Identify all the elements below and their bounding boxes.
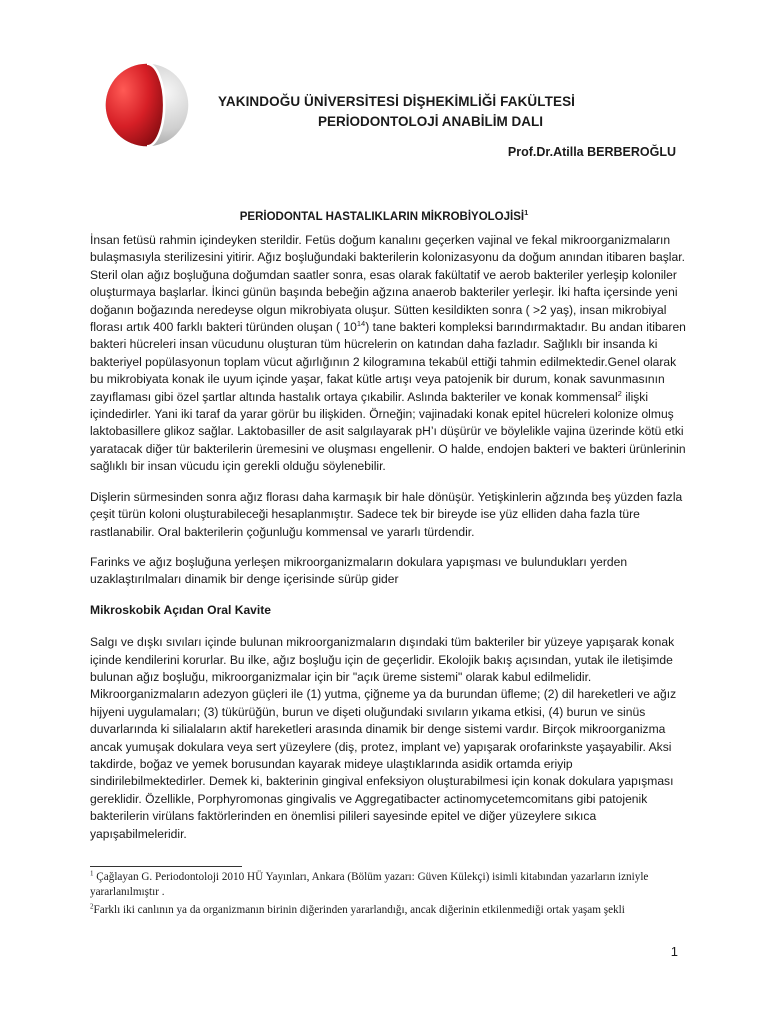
footnote-mark: 1 <box>90 869 94 878</box>
document-title-text: PERİODONTAL HASTALIKLARIN MİKROBİYOLOJİSİ <box>239 210 525 223</box>
paragraph-intro-part-b: ) tane bakteri kompleksi barındırmaktadır. Bu andan itibaren bakteri hücreleri insan vücudunu oluşturan tüm hücrelerin on katından daha fazladır. Sağlıklı bir insanda ki bakteriyel popülasyonun toplam vücut ağırlığının 2 kilogramına tekabül ettiği tahmin edilmektedir.Genel olarak bu mikrobiyata konak ile uyum içinde yaşar, fakat kütle artışı veya patojenik bir durum, konak savunmasının zayıflaması gibi özel şartlar altında hastalık ortaya çıkabilir. Aslında bakteriler ve konak kommensal <box>90 320 686 404</box>
footnote-2 <box>90 903 690 918</box>
page-number: 1 <box>670 944 678 959</box>
paragraph-oral-cavity: Salgı ve dışkı sıvıları içinde bulunan mikroorganizmaların dışındaki tüm bakteriler bir yüzeye yapışarak konak içinde kendilerini korurlar. Bu ilke, ağız boşluğu için de geçerlidir. Ekolojik bakış açısından, yutak ile iletişimde bulunan ağız boşluğu, mikroorganizmalar için bir "açık üreme sistemi" olarak kabul edilmelidir. Mikroorganizmaların adezyon güçleri ile (1) yutma, çiğneme ya da burundan üfleme; (2) dil hareketleri ve ağız hijyeni uygulamaları; (3) tükürüğün, burun ve dişeti oluğundaki sıvıların yıkama etkisi, (4) burun ve sinüs duvarlarında ki silialaların aktif hareketleri arasında dinamik bir denge sistemi vardır. Birçok mikroorganizma ancak yumuşak dokulara veya sert yüzeylere (diş, protez, implant ve) yapışarak orofarinkste yaşayabilir. Aksi takdirde, boğaz ve yemek borusundan kayarak mideye ulaştıklarında asidik ortamda eriyip sindirilebilmektedirler. Demek ki, bakterinin gingival enfeksiyon oluşturabilmesi için konak dokulara yapışması gereklidir. Özellikle, Porphyromonas gingivalis ve Aggregatibacter actinomycetemcomitans gibi patojenik bakterilerin virülans faktörlerinden en önemlisi pilileri sayesinde epitel ve diğer yüzeylere sıkıca yapışabilmeleridir. <box>90 635 677 841</box>
footnote-1 <box>90 870 690 901</box>
title-footnote-ref: 1 <box>524 208 529 217</box>
footnotes <box>90 870 690 920</box>
footnote-mark: 2 <box>90 901 94 910</box>
document-title <box>0 208 768 223</box>
paragraph-teeth: Dişlerin sürmesinden sonra ağız florası daha karmaşık bir hale dönüşür. Yetişkinlerin ağzında beş yüzden fazla çeşit türün koloni oluşturabileceği hesaplanmıştır. Sadece tek bir bireyde ise yüz elliden daha fazla türe rastlanabilir. Oral bakterilerin çoğunluğu kommensal ve yararlı türdendir. <box>90 489 683 539</box>
author-name: Prof.Dr.Atilla BERBEROĞLU <box>507 145 676 159</box>
paragraph-intro-part-c: ilişki içindedirler. Yani iki taraf da yarar görür bu ilişkiden. Örneğin; vajinadaki konak epitel hücreleri kolonize olmuş laktobasillere glikoz sağlar. Laktobasiller de asit salgılayarak pH’ı düşürür ve böylelikle vajina üzerinde kötü etki yaratacak diğer tür bakterilerin üremesini ve oluşması engellenir. O halde, endojen bakteri ve bakteri ürünlerinin sağlıklı bir insan vücudu için gerekli olduğu söylenebilir. <box>90 389 686 474</box>
university-name: YAKINDOĞU ÜNİVERSİTESİ DİŞHEKİMLİĞİ FAKÜLTESİ <box>218 94 576 109</box>
section-heading: Mikroskobik Açıdan Oral Kavite <box>90 602 272 617</box>
footnote-text: Çağlayan G. Periodontoloji 2010 HÜ Yayınları, Ankara (Bölüm yazarı: Güven Külekçi) isimli kitabından yazarların izniyle yararlanılmıştır . <box>90 871 649 899</box>
exponent: 14 <box>356 319 366 328</box>
department-name: PERİODONTOLOJİ ANABİLİM DALI <box>318 114 544 129</box>
footnote-divider <box>90 866 242 867</box>
footnote-ref-2: 2 <box>617 388 622 398</box>
paragraph-intro <box>90 232 688 476</box>
footnote-text: Farklı iki canlının ya da organizmanın birinin diğerinden yararlandığı, ancak diğerinin etkilenmediği ortak yaşam şekli <box>93 903 625 916</box>
university-logo-icon <box>104 62 190 148</box>
paragraph-pharynx: Farinks ve ağız boşluğuna yerleşen mikroorganizmaların dokulara yapışması ve bulundukları yerden uzaklaştırılmaları dinamik bir denge içerisinde sürüp gider <box>90 554 628 587</box>
paragraph-intro-part-a: İnsan fetüsü rahmin içindeyken sterildir. Fetüs doğum kanalını geçerken vajinal ve fekal mikroorganizmaların bulaşmasıyla sterilizesini yitirir. Ağız boşluğundaki bakterilerin kolonizasyonu da doğum anından itibaren başlar. Steril olan ağız boşluğuna doğumdan saatler sonra, esas olarak fakültatif ve aerob bakteriler yerleşip koloniler oluşturmaya başlarlar. İkinci günün başında bebeğin ağzına anaerob bakteriler yerleşir. İki hafta içersinde yeni doğanın boğazında neredeyse olgun mikrobiyata oluşur. Sütten kesildikten sonra ( >2 yaş), insan mikrobiyal florası artık 400 farklı bakteri türünden oluşan ( 10 <box>90 233 685 335</box>
document-body <box>90 232 688 856</box>
